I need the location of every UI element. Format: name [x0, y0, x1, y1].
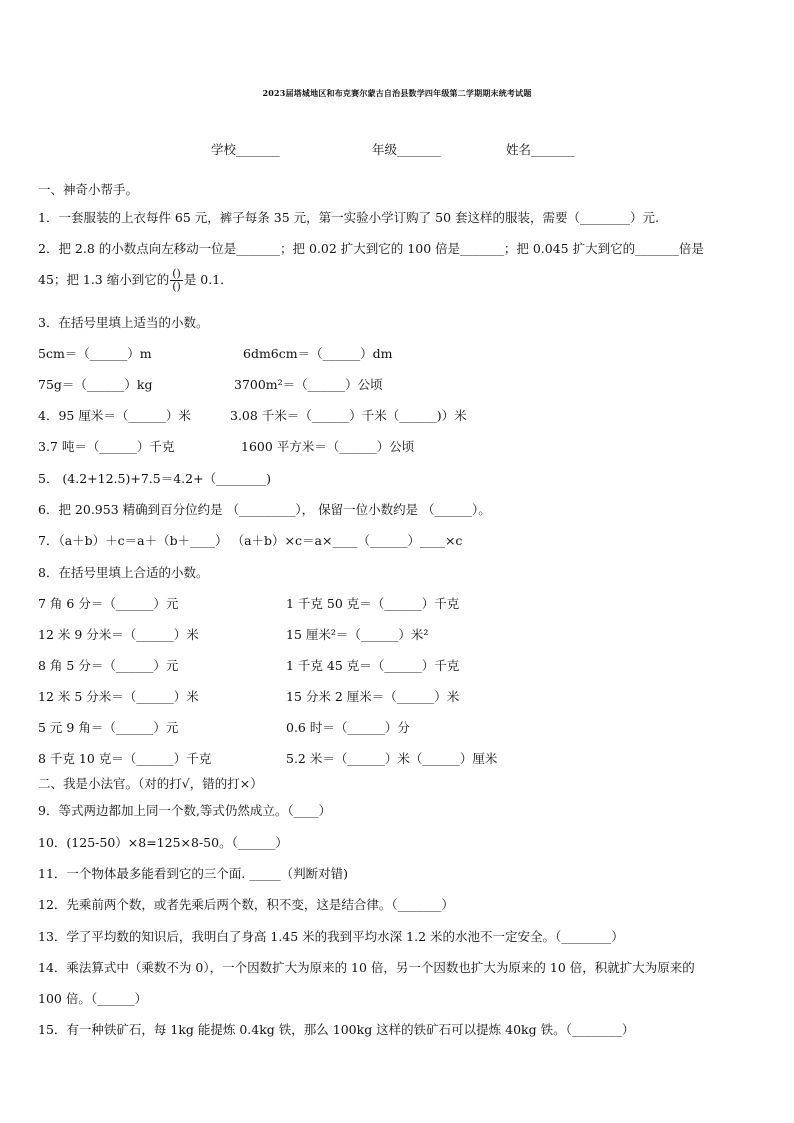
grade-field[interactable]: 年级_______ — [372, 142, 441, 157]
question-8: 8．在括号里填上合适的小数。 — [38, 565, 209, 580]
question-2-line-1: 2．把 2.8 的小数点向左移动一位是_______；把 0.02 扩大到它的 100 倍是_______；把 0.045 扩大到它的_______倍是 — [38, 241, 704, 256]
question-8-item: 7 角 6 分＝（______）元 — [38, 596, 179, 611]
question-12: 12．先乘前两个数，或者先乘后两个数，积不变，这是结合律。（_______） — [38, 897, 454, 912]
question-4-item: 3.08 千米＝（______）千米（______)）米 — [230, 408, 467, 423]
question-13: 13．学了平均数的知识后，我明白了身高 1.45 米的我到平均水深 1.2 米的水池不一定安全。（________） — [38, 929, 624, 944]
question-9: 9．等式两边都加上同一个数,等式仍然成立。（____） — [38, 803, 332, 818]
question-3-item: 5cm＝（______）m — [38, 346, 152, 361]
question-10: 10．(125-50）×8=125×8-50。（______） — [38, 835, 288, 850]
question-8-item: 0.6 时＝（______）分 — [286, 720, 410, 735]
question-4-item: 3.7 吨＝（______）千克 — [38, 439, 175, 454]
fraction-denominator: () — [172, 280, 181, 293]
name-field[interactable]: 姓名_______ — [506, 142, 575, 157]
fraction-numerator: () — [172, 267, 181, 280]
question-8-item: 12 米 5 分米＝（______）米 — [38, 689, 199, 704]
question-14-line-1: 14．乘法算式中（乘数不为 0），一个因数扩大为原来的 10 倍，另一个因数也扩大为原来的 10 倍，积就扩大为原来的 — [38, 960, 695, 975]
question-8-item: 5 元 9 角＝（______）元 — [38, 720, 179, 735]
question-3: 3．在括号里填上适当的小数。 — [38, 315, 209, 330]
question-3-item: 6dm6cm＝（______）dm — [243, 346, 393, 361]
section-heading-1: 一、神奇小帮手。 — [38, 182, 139, 197]
question-6: 6．把 20.953 精确到百分位约是 （_________）， 保留一位小数约是 （______）。 — [38, 502, 491, 517]
question-8-item: 12 米 9 分米＝（______）米 — [38, 627, 199, 642]
question-5: 5． (4.2+12.5)+7.5＝4.2+（________) — [38, 471, 271, 486]
question-4-item: 1600 平方米＝（______）公顷 — [241, 439, 415, 454]
question-8-item: 1 千克 50 克＝（______）千克 — [286, 596, 460, 611]
question-2-text-after-fraction: 是 0.1． — [183, 272, 233, 287]
question-2-text-before-fraction: 45；把 1.3 缩小到它的 — [38, 272, 170, 287]
question-1: 1．一套服装的上衣每件 65 元，裤子每条 35 元，第一实验小学订购了 50 套这样的服装，需要（________）元. — [38, 210, 659, 225]
question-8-item: 15 厘米²＝（______）米² — [286, 627, 429, 642]
question-4-item: 4．95 厘米＝（______）米 — [38, 408, 191, 423]
question-3-item: 3700m²＝（______）公顷 — [234, 377, 383, 392]
question-14-line-2: 100 倍。（______） — [38, 991, 148, 1006]
page-title: 2023届塔城地区和布克赛尔蒙古自治县数学四年级第二学期期末统考试题 — [262, 88, 532, 98]
question-8-item: 8 角 5 分＝（______）元 — [38, 658, 179, 673]
question-7: 7．（a＋b）＋c＝a＋（b＋____） （a＋b）×c＝a×____（______）____×c — [38, 533, 463, 548]
question-3-item: 75g＝（______）kg — [38, 377, 153, 392]
question-2-line-2 — [38, 268, 233, 293]
blank-fraction — [170, 268, 183, 293]
question-11: 11．一个物体最多能看到它的三个面. _____（判断对错) — [38, 866, 348, 881]
school-field[interactable]: 学校_______ — [211, 142, 280, 157]
question-8-item: 15 分米 2 厘米＝（______）米 — [286, 689, 460, 704]
question-8-item: 5.2 米＝（______）米（______）厘米 — [286, 751, 498, 766]
section-heading-2: 二、我是小法官。（对的打√，错的打×） — [38, 776, 263, 791]
question-8-item: 1 千克 45 克＝（______）千克 — [286, 658, 460, 673]
question-15: 15．有一种铁矿石，每 1kg 能提炼 0.4kg 铁，那么 100kg 这样的铁矿石可以提炼 40kg 铁。（________） — [38, 1022, 635, 1037]
question-8-item: 8 千克 10 克＝（______）千克 — [38, 751, 212, 766]
